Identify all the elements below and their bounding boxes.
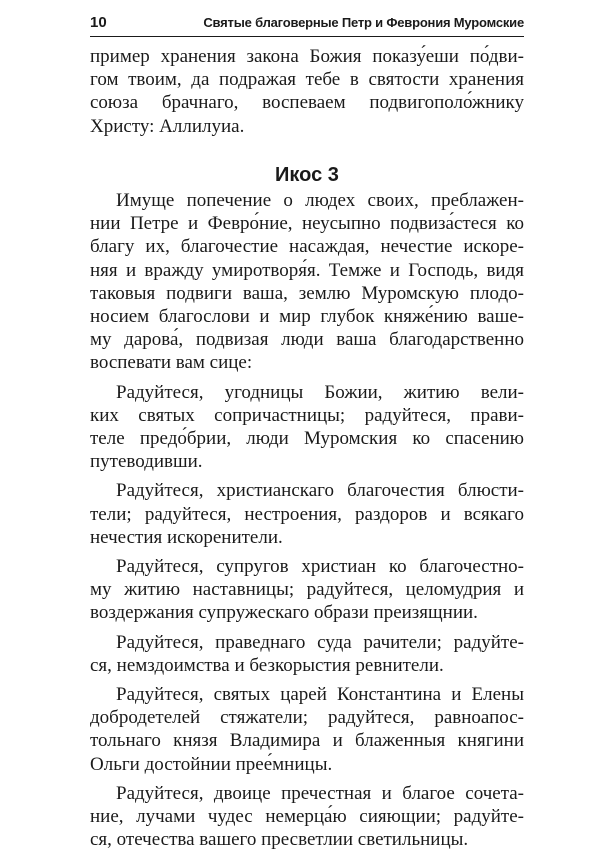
text-line: Радуйтеся, праведнаго суда рачители; радуйте- xyxy=(116,631,524,653)
text-line: таковыя подвиги ваша, землю Муромскую плодо- xyxy=(90,282,524,304)
text-line: путеводивши. xyxy=(90,451,203,473)
section-title: Икос 3 xyxy=(275,163,339,186)
text-body xyxy=(90,45,524,856)
text-line: Христу: Аллилуиа. xyxy=(90,115,245,137)
text-line: воздержания супружескаго образи преизящнии. xyxy=(90,602,478,624)
running-title: Святые благоверные Петр и Феврония Муромские xyxy=(203,15,524,30)
text-line: ся, немздоимства и безкорыстия ревнители. xyxy=(90,654,444,676)
text-line: Радуйтеся, супругов христиан ко благочестно- xyxy=(116,556,524,578)
text-line: тели; радуйтеся, нестроения, раздоров и всякаго xyxy=(90,503,524,525)
opening-paragraph xyxy=(90,45,524,138)
rejoice-paragraph xyxy=(90,381,524,474)
text-line: му дарова́, подвизая люди ваша благодарственно xyxy=(90,329,524,351)
text-line: тольнаго князя Владимира и блаженныя княгини xyxy=(90,730,524,752)
text-line: Ольги достойнии прее́мницы. xyxy=(90,753,333,775)
text-line: Радуйтеся, святых царей Константина и Елены xyxy=(116,684,524,706)
rejoice-paragraph xyxy=(90,555,524,625)
rejoice-paragraph xyxy=(90,683,524,776)
text-line: пример хранения закона Божия показу́еши по́дви- xyxy=(90,46,524,67)
text-line: гом твоим, да подражая тебе в святости хранения xyxy=(90,69,524,91)
text-line: добродетелей стяжатели; радуйтеся, равноапос- xyxy=(90,707,524,729)
rejoice-paragraph xyxy=(90,782,524,852)
text-line: нии Петре и Февро́ние, неусыпно подвиза́стеся ко xyxy=(90,213,524,235)
text-line: Радуйтеся, христианскаго благочестия блюсти- xyxy=(116,480,524,502)
text-line: воспевати вам сице: xyxy=(90,352,253,374)
page-number: 10 xyxy=(90,14,107,31)
text-line: ние, лучами чудес немерца́ю сияющии; радуйте- xyxy=(90,806,524,828)
text-line: ких святых сопричастницы; радуйтеся, прави- xyxy=(90,404,524,426)
text-line: теле предо́брии, люди Муромския ко спасению xyxy=(90,428,524,450)
text-line: Имуще попечение о людех своих, преблажен- xyxy=(116,190,524,212)
text-line: нечестия искоренители. xyxy=(90,526,283,548)
ikos-intro xyxy=(90,189,524,375)
text-line: благу их, благочестие насаждая, нечестие искоре- xyxy=(90,236,524,258)
running-header xyxy=(90,14,524,31)
rejoice-paragraph xyxy=(90,479,524,549)
text-line: Радуйтеся, угодницы Божии, житию вели- xyxy=(116,381,524,403)
text-line: носием благослови и мир глубок княже́нию ваше- xyxy=(90,306,524,328)
text-line: Радуйтеся, двоице пречестная и благое сочета- xyxy=(116,782,524,804)
rejoice-paragraph xyxy=(90,631,524,677)
text-line: му житию наставницы; радуйтеся, целомудрия и xyxy=(90,579,524,601)
text-line: ся, отечества вашего пресветлии светильницы. xyxy=(90,829,469,851)
header-rule xyxy=(90,36,524,37)
text-line: союза брачнаго, воспеваем подвигополо́жнику xyxy=(90,92,524,114)
text-line: няя и вражду умиротворя́я. Темже и Господь, видя xyxy=(90,259,524,281)
